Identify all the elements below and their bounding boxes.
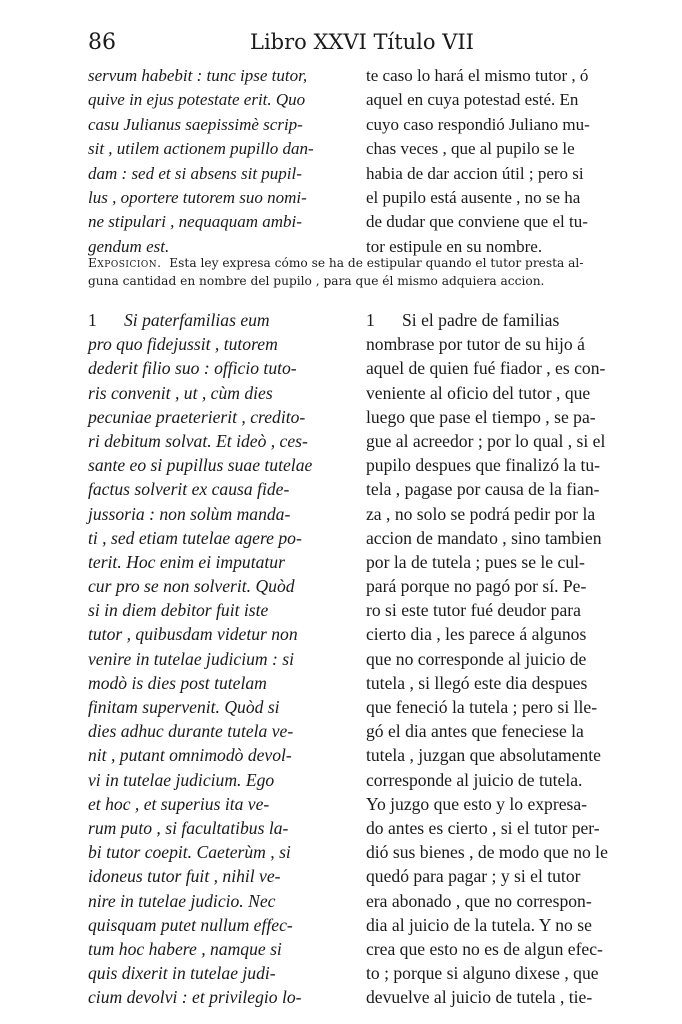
text-line: sit , utilem actionem pupillo dan- <box>88 139 314 159</box>
text-line: dederit filio suo : officio tuto- <box>88 358 297 379</box>
text-line: crea que esto no es de algun efec- <box>366 938 603 959</box>
running-head: Libro XXVI Título VII <box>250 30 474 54</box>
text-line: aquel en cuya potestad esté. En <box>366 90 579 110</box>
text-line: dió sus bienes , de modo que no le <box>366 842 608 863</box>
text-line: Yo juzgo que esto y lo expresa- <box>366 793 588 814</box>
text-line: de dudar que conviene que el tu- <box>366 212 588 232</box>
text-line: chas veces , que al pupilo se le <box>366 139 575 159</box>
text-line: finitam supervenit. Quòd si <box>88 697 280 717</box>
exposicion-line: guna cantidad en nombre del pupilo , para que él mismo adquiera accion. <box>88 274 545 288</box>
text-line: ti , sed etiam tutelae agere po- <box>88 527 302 548</box>
text-line: ne stipulari , nequaquam ambi- <box>88 212 302 232</box>
text-line: terit. Hoc enim ei imputatur <box>88 551 285 572</box>
text-line: tutor , quibusdam videtur non <box>88 624 298 645</box>
text-line: dam : sed et si absens sit pupil- <box>88 163 302 183</box>
text-line: quive in ejus potestate erit. Quo <box>88 90 306 110</box>
text-line: si in diem debitor fuit iste <box>88 600 269 621</box>
text-line: tela , pagase por causa de la fian- <box>366 479 600 500</box>
text-line: el pupilo está ausente , no se ha <box>366 187 581 207</box>
text-line: pecuniae praeterierit , credito- <box>88 406 306 427</box>
text-line: do antes es cierto , si el tutor per- <box>366 817 600 838</box>
text-line: pro quo fidejussit , tutorem <box>88 334 278 355</box>
text-line: pupilo despues que finalizó la tu- <box>366 455 601 476</box>
text-line: cur pro se non solverit. Quòd <box>88 576 295 597</box>
text-line: aquel de quien fué fiador , es con- <box>366 358 606 379</box>
section-number: 1 <box>88 310 97 330</box>
exposicion-note <box>88 254 628 290</box>
text-line: modò is dies post tutelam <box>88 672 267 693</box>
text-line: factus solverit ex causa fide- <box>88 479 290 500</box>
text-line: corresponde al juicio de tutela. <box>366 769 583 790</box>
section-number: 1 <box>366 310 375 330</box>
top-latin-column <box>88 64 350 259</box>
text-line: tum hoc habere , namque si <box>88 938 282 959</box>
text-line: casu Julianus saepissimè scrip- <box>88 114 303 134</box>
text-line: quedó para pagar ; y si el tutor <box>366 866 581 887</box>
exposicion-text: Esta ley expresa cómo se ha de estipular quando el tutor presta al- <box>169 256 584 270</box>
text-line: era abonado , que no correspon- <box>366 890 592 911</box>
text-line: gendum est. <box>88 236 170 256</box>
text-line: dia al juicio de la tutela. Y no se <box>366 914 592 935</box>
section1-spanish-column <box>366 308 628 1009</box>
text-line: nombrase por tutor de su hijo á <box>366 334 585 355</box>
text-line: ro si este tutor fué deudor para <box>366 600 581 621</box>
exposicion-label: Exposicion. <box>88 256 162 270</box>
exposicion-line <box>88 254 628 272</box>
text-line: za , no solo se podrá pedir por la <box>366 503 596 524</box>
section-first-line: Si el padre de familias <box>402 310 560 330</box>
text-line: bi tutor coepit. Caeterùm , si <box>88 842 291 863</box>
text-line: dies adhuc durante tutela ve- <box>88 721 294 742</box>
text-line: et hoc , et superius ita ve- <box>88 793 270 814</box>
text-line: servum habebit : tunc ipse tutor, <box>88 66 308 85</box>
text-line: quis dixerit in tutelae judi- <box>88 963 276 984</box>
top-spanish-column <box>366 64 628 259</box>
text-line: habia de dar accion útil ; pero si <box>366 163 584 183</box>
text-line: nire in tutelae judicio. Nec <box>88 890 276 911</box>
text-line: venire in tutelae judicium : si <box>88 648 295 669</box>
text-line: tor estipule en su nombre. <box>366 236 543 256</box>
section-first-line: Si paterfamilias eum <box>124 310 270 330</box>
text-line: accion de mandato , sino tambien <box>366 527 602 548</box>
text-line: luego que pase el tiempo , se pa- <box>366 406 596 427</box>
text-line: ri debitum solvat. Et ideò , ces- <box>88 430 308 451</box>
text-line: to ; porque si alguno dixese , que <box>366 963 599 984</box>
text-line: lus , oportere tutorem suo nomi- <box>88 187 307 207</box>
text-line: cium devolvi : et privilegio lo- <box>88 987 302 1008</box>
page-number: 86 <box>88 30 116 55</box>
text-line: te caso lo hará el mismo tutor , ó <box>366 66 589 85</box>
text-line: ris convenit , ut , cùm dies <box>88 382 273 403</box>
text-line: rum puto , si facultatibus la- <box>88 817 289 838</box>
text-line: jussoria : non solùm manda- <box>88 503 291 524</box>
text-line: que feneció la tutela ; pero si lle- <box>366 697 598 717</box>
text-line: por la de tutela ; pues se le cul- <box>366 551 585 572</box>
text-line: idoneus tutor fuit , nihil ve- <box>88 866 281 887</box>
text-line: pará porque no pagó por sí. Pe- <box>366 576 587 597</box>
text-line: cuyo caso respondió Juliano mu- <box>366 114 590 134</box>
text-line: veniente al oficio del tutor , que <box>366 382 591 403</box>
text-line: gue al acreedor ; por lo qual , si el <box>366 430 606 451</box>
section1-latin-column <box>88 308 350 1009</box>
text-line: tutela , juzgan que absolutamente <box>366 745 601 766</box>
text-line: que no corresponde al juicio de <box>366 648 587 669</box>
text-line: devuelve al juicio de tutela , tie- <box>366 987 593 1008</box>
text-line: vi in tutelae judicium. Ego <box>88 769 275 790</box>
text-line: sante eo si pupillus suae tutelae <box>88 455 313 476</box>
text-line: gó el dia antes que feneciese la <box>366 721 584 742</box>
text-line: quisquam putet nullum effec- <box>88 914 293 935</box>
text-line <box>88 308 350 332</box>
text-line: tutela , si llegó este dia despues <box>366 672 588 693</box>
text-line: nit , putant omnimodò devol- <box>88 745 292 766</box>
text-line: cierto dia , les parece á algunos <box>366 624 587 645</box>
text-line <box>366 308 628 332</box>
